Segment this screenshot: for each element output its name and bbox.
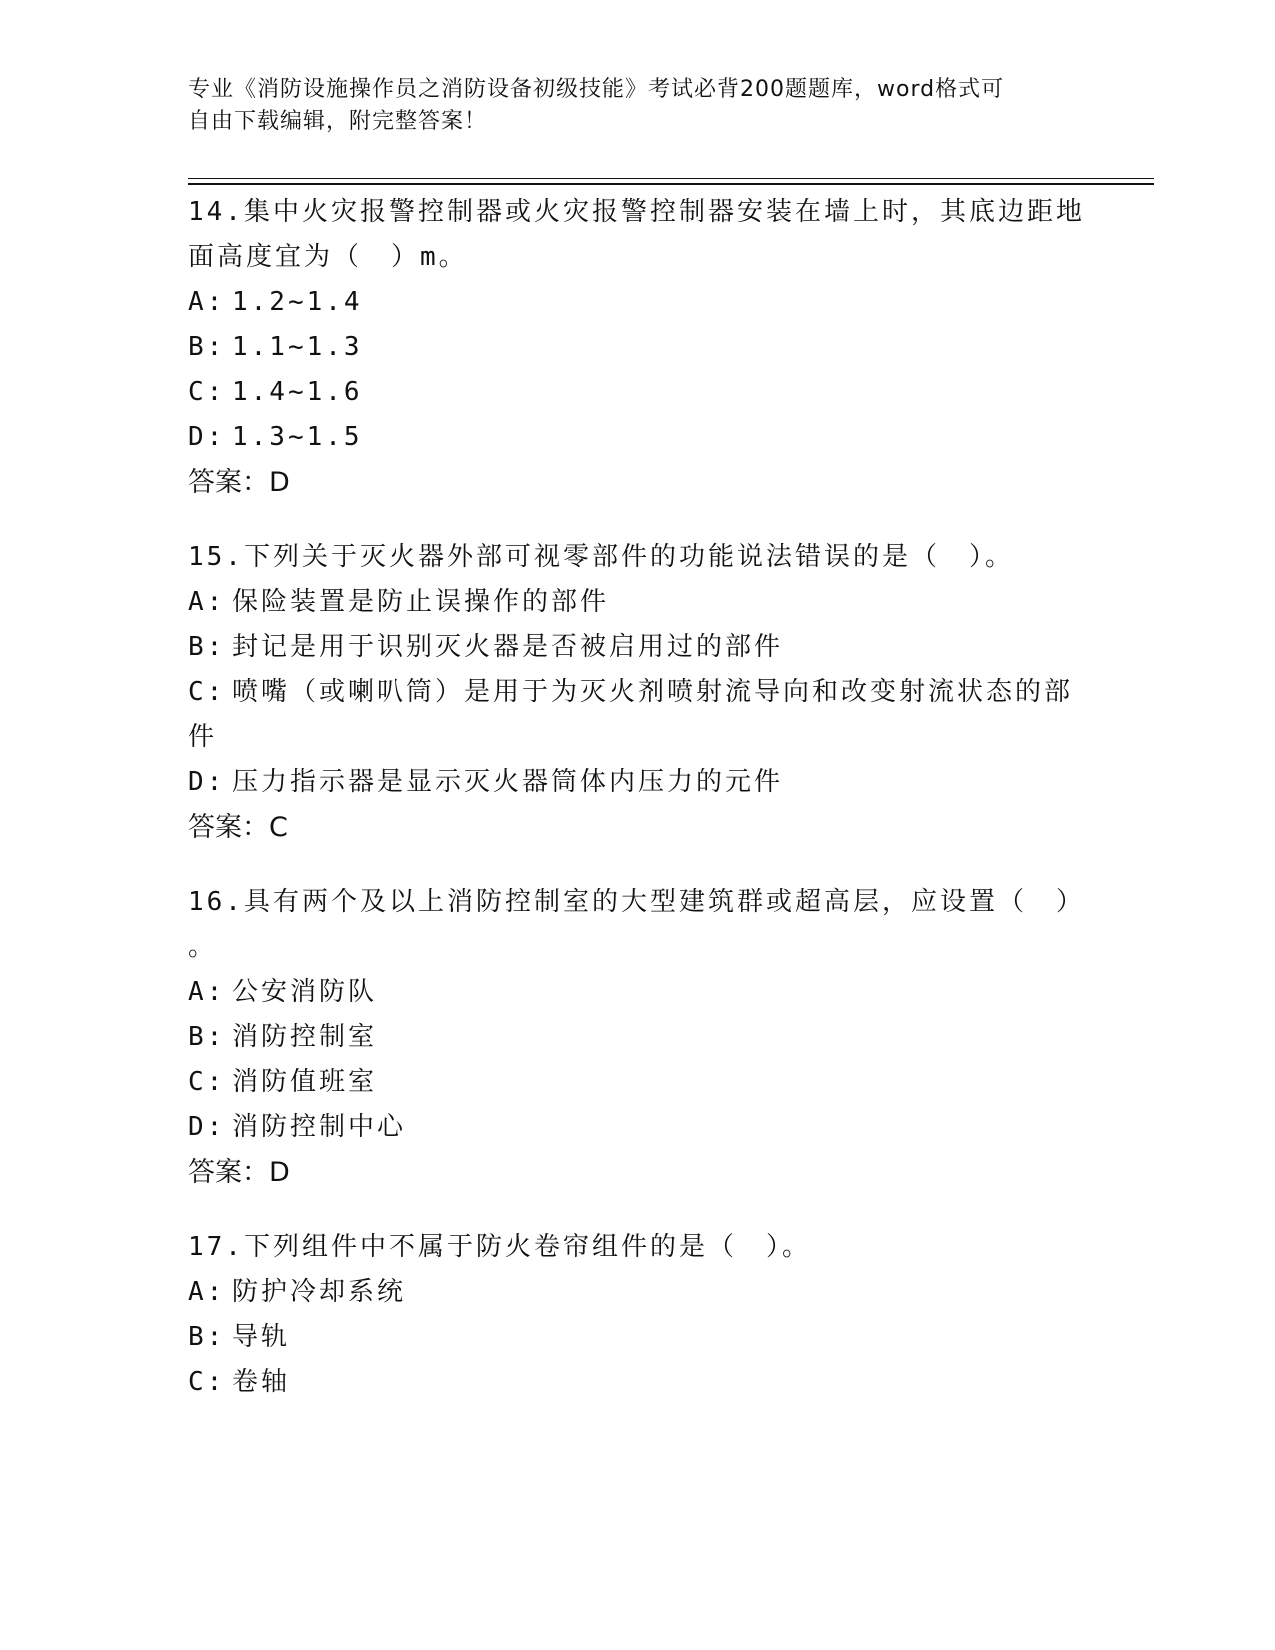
- option-c-continued: 件: [188, 722, 218, 752]
- option-b: [188, 1015, 1108, 1060]
- question-text: 17.下列组件中不属于防火卷帘组件的是（ ）。: [188, 1232, 811, 1262]
- option-text: 卷轴: [232, 1367, 291, 1397]
- option-b: [188, 325, 1108, 370]
- question-text-continued: 面高度宜为（ ）m。: [188, 242, 468, 272]
- option-a: [188, 280, 1108, 325]
- option-text: 消防控制中心: [232, 1112, 407, 1142]
- option-text: 1.4~1.6: [232, 377, 363, 407]
- answer-line: 答案：D: [188, 1157, 290, 1188]
- option-letter: D:: [188, 422, 226, 452]
- question-text-continued: 。: [188, 932, 218, 962]
- option-text: 消防值班室: [232, 1067, 378, 1097]
- option-letter: A:: [188, 977, 226, 1007]
- option-text: 压力指示器是显示灭火器筒体内压力的元件: [232, 767, 784, 797]
- option-text: 1.2~1.4: [232, 287, 363, 317]
- option-letter: D:: [188, 1112, 226, 1142]
- option-b: [188, 625, 1108, 670]
- option-text: 导轨: [232, 1322, 291, 1352]
- option-text: 保险装置是防止误操作的部件: [232, 587, 610, 617]
- option-b: [188, 1315, 1108, 1360]
- option-letter: C:: [188, 677, 226, 707]
- question-15: [188, 535, 1108, 850]
- question-17: [188, 1225, 1108, 1405]
- option-c: [188, 670, 1108, 715]
- question-list: [188, 190, 1108, 1435]
- option-c: [188, 1360, 1108, 1405]
- option-d: [188, 415, 1108, 460]
- option-text: 喷嘴（或喇叭筒）是用于为灭火剂喷射流导向和改变射流状态的部: [232, 677, 1074, 707]
- option-a: [188, 970, 1108, 1015]
- question-text: 14.集中火灾报警控制器或火灾报警控制器安装在墙上时，其底边距地: [188, 197, 1085, 227]
- answer-line: 答案：C: [188, 812, 288, 843]
- question-16: [188, 880, 1108, 1195]
- option-c: [188, 1060, 1108, 1105]
- option-letter: B:: [188, 632, 226, 662]
- option-d: [188, 1105, 1108, 1150]
- option-c: [188, 370, 1108, 415]
- question-14: [188, 190, 1108, 505]
- option-letter: C:: [188, 1367, 226, 1397]
- option-text: 消防控制室: [232, 1022, 378, 1052]
- option-letter: A:: [188, 287, 226, 317]
- option-text: 1.3~1.5: [232, 422, 363, 452]
- document-header: [188, 74, 1068, 138]
- option-d: [188, 760, 1108, 805]
- question-text: 15.下列关于灭火器外部可视零部件的功能说法错误的是（ ）。: [188, 542, 1014, 572]
- option-a: [188, 1270, 1108, 1315]
- option-letter: D:: [188, 767, 226, 797]
- option-letter: A:: [188, 1277, 226, 1307]
- option-letter: C:: [188, 1067, 226, 1097]
- option-letter: B:: [188, 1322, 226, 1352]
- option-letter: C:: [188, 377, 226, 407]
- option-text: 公安消防队: [232, 977, 378, 1007]
- header-line-1: 专业《消防设施操作员之消防设备初级技能》考试必背200题题库，word格式可: [188, 77, 1005, 102]
- option-letter: B:: [188, 332, 226, 362]
- question-text: 16.具有两个及以上消防控制室的大型建筑群或超高层，应设置（ ）: [188, 887, 1085, 917]
- option-letter: A:: [188, 587, 226, 617]
- option-letter: B:: [188, 1022, 226, 1052]
- header-rule-thin: [188, 178, 1154, 179]
- option-text: 防护冷却系统: [232, 1277, 407, 1307]
- option-a: [188, 580, 1108, 625]
- header-rule-thick: [188, 183, 1154, 185]
- header-line-2: 自由下载编辑，附完整答案！: [188, 109, 488, 134]
- option-text: 1.1~1.3: [232, 332, 363, 362]
- answer-line: 答案：D: [188, 467, 290, 498]
- option-text: 封记是用于识别灭火器是否被启用过的部件: [232, 632, 784, 662]
